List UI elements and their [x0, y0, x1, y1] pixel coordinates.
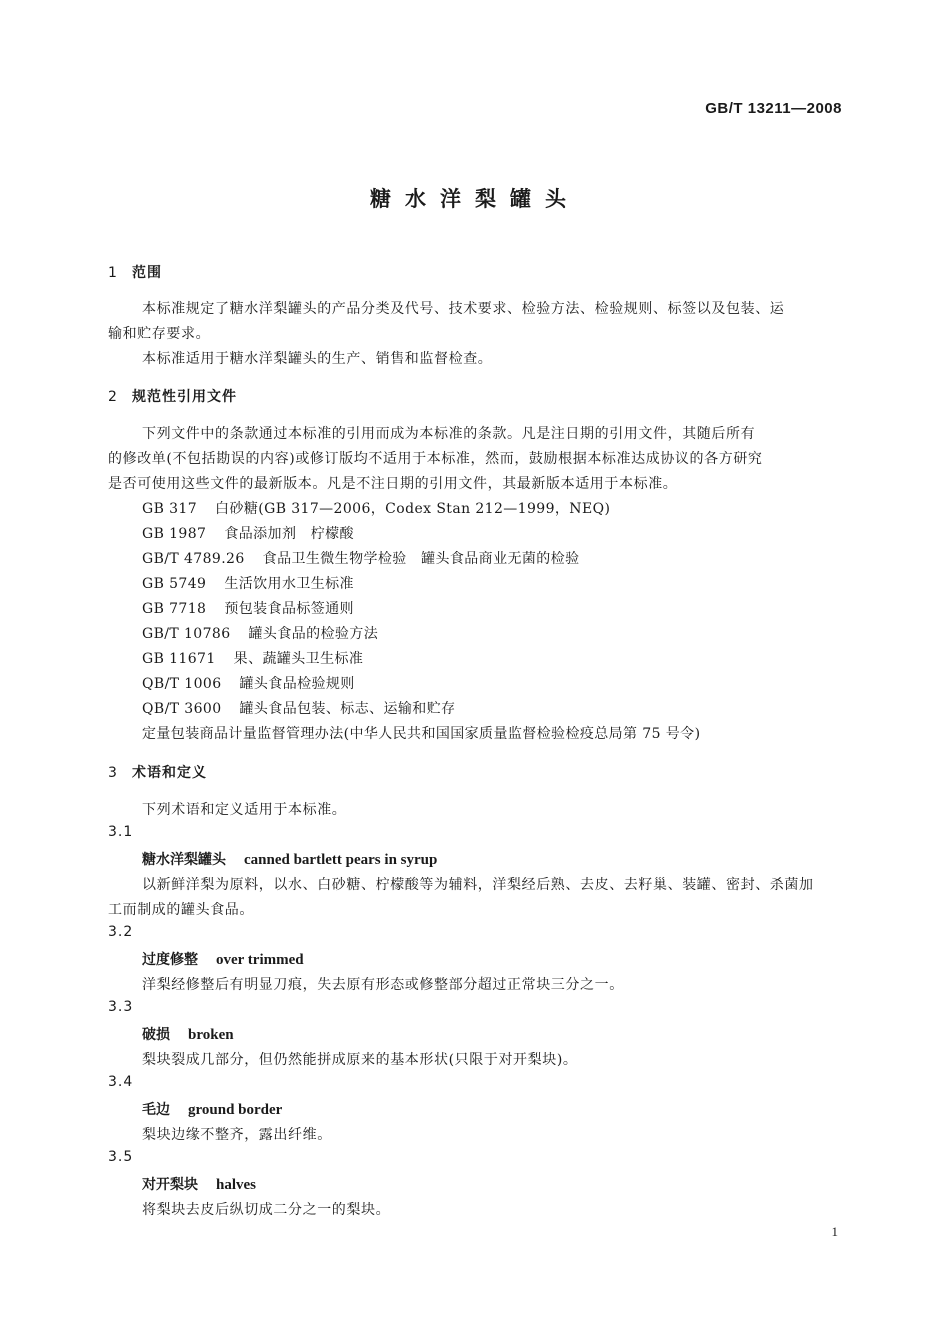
reference-title: 食品卫生微生物学检验 罐头食品商业无菌的检验: [262, 551, 580, 567]
reference-item: [142, 648, 363, 668]
reference-code: QB/T 1006: [142, 676, 222, 692]
reference-item: 定量包装商品计量监督管理办法(中华人民共和国国家质量监督检验检疫总局第 75 号令): [142, 726, 701, 742]
term-zh: 糖水洋梨罐头: [142, 852, 226, 868]
term-en: broken: [188, 1027, 234, 1043]
section-number: 3: [108, 765, 117, 781]
section-number: 1: [108, 265, 117, 281]
section-title: 范围: [132, 265, 162, 281]
term-zh: 破损: [142, 1027, 170, 1043]
subsection-number: 3.5: [108, 1149, 134, 1165]
definition-line: 工而制成的罐头食品。: [108, 902, 254, 918]
document-title: 糖水洋梨罐头: [370, 187, 580, 211]
reference-item: [142, 623, 378, 643]
section-1-heading: [108, 262, 162, 282]
standard-number: GB/T 13211—2008: [705, 100, 842, 117]
paragraph-line: 本标准规定了糖水洋梨罐头的产品分类及代号、技术要求、检验方法、检验规则、标签以及包装、运: [142, 301, 785, 317]
reference-item: [142, 698, 456, 718]
term-zh: 对开梨块: [142, 1177, 198, 1193]
subsection-number: 3.1: [108, 824, 134, 840]
reference-code: GB 7718: [142, 601, 207, 617]
reference-item: [142, 498, 610, 518]
paragraph-line: 输和贮存要求。: [108, 326, 211, 342]
section-3-heading: [108, 762, 207, 782]
reference-title: 预包装食品标签通则: [224, 601, 354, 617]
reference-code: GB/T 10786: [142, 626, 231, 642]
paragraph-line: 本标准适用于糖水洋梨罐头的生产、销售和监督检查。: [142, 351, 493, 367]
reference-title: 食品添加剂 柠檬酸: [224, 526, 354, 542]
section-title: 规范性引用文件: [132, 389, 237, 405]
term-heading: [142, 1024, 234, 1044]
term-heading: [142, 949, 304, 969]
term-zh: 过度修整: [142, 952, 198, 968]
definition-line: 以新鲜洋梨为原料，以水、白砂糖、柠檬酸等为辅料，洋梨经后熟、去皮、去籽巢、装罐、密封、杀菌加: [142, 877, 814, 893]
definition-line: 洋梨经修整后有明显刀痕，失去原有形态或修整部分超过正常块三分之一。: [142, 977, 624, 993]
reference-code: GB 1987: [142, 526, 207, 542]
subsection-number: 3.4: [108, 1074, 134, 1090]
definition-line: 梨块边缘不整齐，露出纤维。: [142, 1127, 332, 1143]
reference-title: 罐头食品的检验方法: [248, 626, 379, 642]
definition-line: 梨块裂成几部分，但仍然能拼成原来的基本形状(只限于对开梨块)。: [142, 1052, 578, 1068]
section-2-heading: [108, 386, 237, 406]
reference-item: [142, 548, 579, 568]
term-en: canned bartlett pears in syrup: [244, 852, 438, 868]
term-en: ground border: [188, 1102, 283, 1118]
term-en: halves: [216, 1177, 257, 1193]
reference-item: [142, 573, 354, 593]
reference-title: 白砂糖(GB 317—2006，Codex Stan 212—1999，NEQ): [215, 501, 611, 517]
reference-title: 罐头食品包装、标志、运输和贮存: [239, 701, 456, 717]
reference-code: QB/T 3600: [142, 701, 222, 717]
paragraph-line: 是否可使用这些文件的最新版本。凡是不注日期的引用文件，其最新版本适用于本标准。: [108, 476, 678, 492]
section-number: 2: [108, 389, 117, 405]
term-heading: [142, 849, 437, 869]
reference-item: [142, 673, 355, 693]
term-en: over trimmed: [216, 952, 304, 968]
reference-code: GB 11671: [142, 651, 216, 667]
paragraph-line: 的修改单(不包括勘误的内容)或修订版均不适用于本标准，然而，鼓励根据本标准达成协议的各方研究: [108, 451, 763, 467]
reference-title: 生活饮用水卫生标准: [224, 576, 354, 592]
reference-code: GB/T 4789.26: [142, 551, 245, 567]
term-heading: [142, 1174, 256, 1194]
subsection-number: 3.2: [108, 924, 134, 940]
term-heading: [142, 1099, 282, 1119]
reference-title: 果、蔬罐头卫生标准: [233, 651, 364, 667]
section-title: 术语和定义: [132, 765, 207, 781]
reference-code: GB 317: [142, 501, 198, 517]
subsection-number: 3.3: [108, 999, 134, 1015]
page-number: 1: [831, 1224, 838, 1239]
paragraph-line: 下列术语和定义适用于本标准。: [142, 802, 347, 818]
paragraph-line: 下列文件中的条款通过本标准的引用而成为本标准的条款。凡是注日期的引用文件，其随后所有: [142, 426, 756, 442]
reference-item: [142, 598, 354, 618]
reference-item: [142, 523, 354, 543]
reference-title: 罐头食品检验规则: [239, 676, 355, 692]
term-zh: 毛边: [142, 1102, 170, 1118]
reference-code: GB 5749: [142, 576, 207, 592]
definition-line: 将梨块去皮后纵切成二分之一的梨块。: [142, 1202, 391, 1218]
